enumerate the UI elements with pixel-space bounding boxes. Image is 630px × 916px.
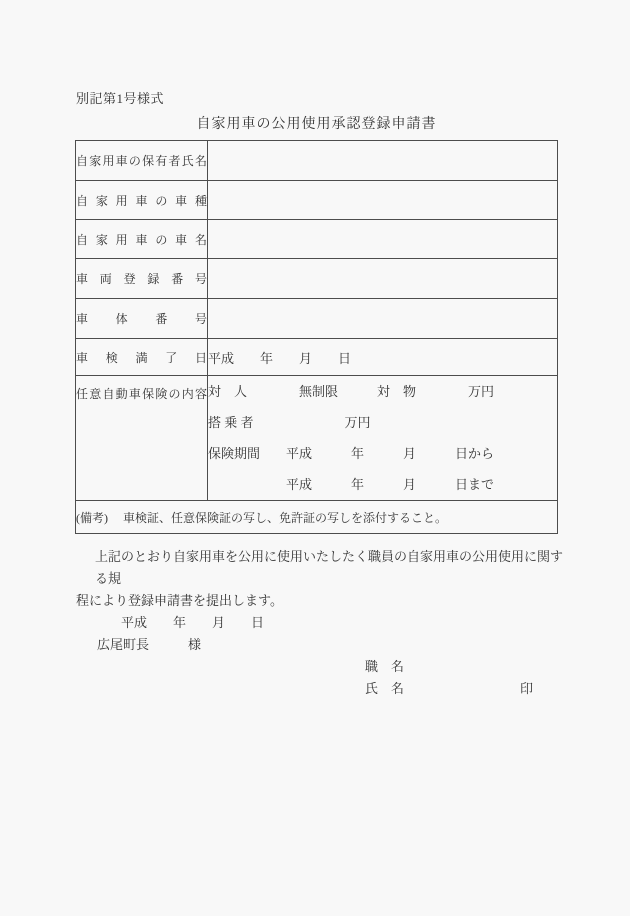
signer-title-label: 職 名 [365,659,405,674]
registration-number-field [208,259,558,299]
closing-section [76,546,564,700]
signer-name-line [365,678,564,700]
table-row-body-number [76,299,558,339]
table-row-inspection-expiry [76,339,558,376]
body-number-field [208,299,558,339]
table-row-vehicle-type [76,181,558,220]
table-row-insurance [76,376,558,501]
table-row-vehicle-name [76,220,558,259]
table-row-registration-number [76,259,558,299]
table-row-remarks [76,501,558,534]
table-row-owner-name [76,141,558,181]
page-title: 自家用車の公用使用承認登録申請書 [196,117,437,132]
owner-name-label: 自家用車の保有者氏名 [76,141,208,181]
insurance-passenger-line: 搭 乗 者 万円 [208,415,371,430]
application-table [75,140,558,534]
signature-block [76,656,564,700]
insurance-label: 任意自動車保険の内容 [76,376,208,501]
vehicle-name-label: 自家用車の車名 [76,220,208,259]
owner-name-field [208,141,558,181]
addressee-line: 広尾町長 様 [97,637,202,652]
insurance-period-end-line: 平成 年 月 日まで [208,477,495,492]
seal-label: 印 [520,681,534,696]
submission-date-line: 平成 年 月 日 [121,615,265,630]
form-number: 別記第1号様式 [76,91,165,106]
inspection-expiry-field: 平成 年 月 日 [208,339,558,376]
insurance-liability-line: 対 人 無制限 対 物 万円 [208,384,495,399]
inspection-expiry-label: 車検満了日 [76,339,208,376]
closing-statement-line-1: 上記のとおり自家用車を公用に使用いたしたく職員の自家用車の公用使用に関する規 [95,549,564,586]
signer-name-label: 氏 名 [365,681,405,696]
insurance-content [208,376,558,501]
remarks-note: (備考) 車検証、任意保険証の写し、免許証の写しを添付すること。 [76,501,558,534]
vehicle-type-field [208,181,558,220]
insurance-period-start-line: 保険期間 平成 年 月 日から [208,446,495,461]
body-number-label: 車体番号 [76,299,208,339]
closing-statement-line-2: 程により登録申請書を提出します。 [76,593,283,608]
registration-number-label: 車両登録番号 [76,259,208,299]
vehicle-name-field [208,220,558,259]
vehicle-type-label: 自家用車の車種 [76,181,208,220]
